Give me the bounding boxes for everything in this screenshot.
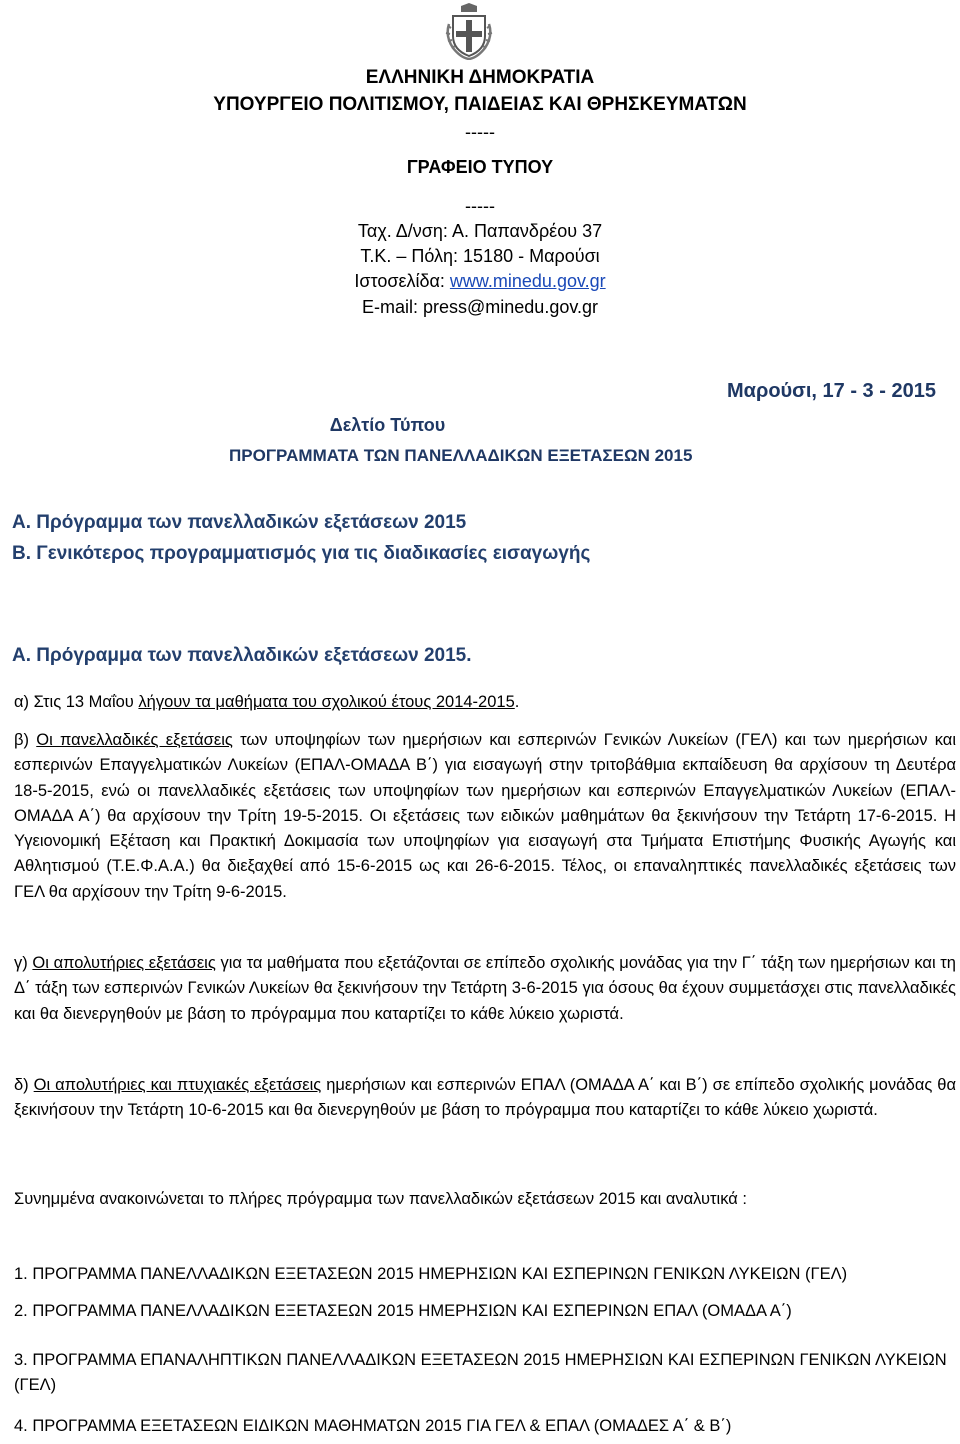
separator: -----: [465, 196, 495, 216]
toc-item-a: Α. Πρόγραμμα των πανελλαδικών εξετάσεων 2015: [12, 512, 467, 533]
attachment-item: 4. ΠΡΟΓΡΑΜΜΑ ΕΞΕΤΑΣΕΩΝ ΕΙΔΙΚΩΝ ΜΑΘΗΜΑΤΩΝ 2015 ΓΙΑ ΓΕΛ & ΕΠΑΛ (ΟΜΑΔΕΣ Α΄ & Β΄): [14, 1417, 732, 1435]
date: Μαρούσι, 17 - 3 - 2015: [727, 380, 936, 402]
greek-coat-of-arms-icon: [445, 2, 493, 60]
item-b: β) Οι πανελλαδικές εξετάσεις των υποψηφίων των ημερήσιων και εσπερινών Γενικών Λυκείων (ΓΕΛ) και των ημερήσιων και εσπερινών Επαγγελματικών Λυκείων (ΕΠΑΛ-ΟΜΑΔΑ Β΄) για εισαγωγή στην τριτοβάθμια εκπαίδευση θα αρχίσουν τη Δευτέρα 18-5-2015, ενώ οι πανελλαδικές εξετάσεις των υποψηφίων των ημερήσιων και εσπερινών Επαγγελματικών Λυκείων (ΕΠΑΛ-ΟΜΑΔΑ Α΄) θα αρχίσουν την Τρίτη 19-5-2015. Οι εξετάσεις των ειδικών μαθημάτων θα ξεκινήσουν την Τετάρτη 17-6-2015. Η Υγειονομική Εξέταση και Πρακτική Δοκιμασία των υποψηφίων για εισαγωγή στα Τμήματα Επιστήμης Φυσικής Αγωγής και Αθλητισμού (Τ.Ε.Φ.Α.Α.) θα διεξαχθεί από 15-6-2015 ως και 26-6-2015. Τέλος, οι επαναληπτικές πανελλαδικές εξετάσεις των ΓΕΛ θα αρχίσουν την Τρίτη 9-6-2015.: [14, 731, 956, 901]
item-c: γ) Οι απολυτήριες εξετάσεις για τα μαθήματα που εξετάζονται σε επίπεδο σχολικής μονάδας για την Γ΄ τάξη των ημερήσιων και τη Δ΄ τάξη των εσπερινών Γενικών Λυκείων θα ξεκινήσουν την Τετάρτη 3-6-2015 για όσους θα έχουν συμμετάσχει στις πανελλαδικές και θα διενεργηθούν με βάση το πρόγραμμα που καταρτίζει το κάθε λύκειο χωριστά.: [14, 954, 956, 1023]
postal-code: Τ.Κ. – Πόλη: 15180 - Μαρούσι: [360, 246, 600, 266]
ministry-title: ΥΠΟΥΡΓΕΙΟ ΠΟΛΙΤΙΣΜΟΥ, ΠΑΙΔΕΙΑΣ ΚΑΙ ΘΡΗΣΚΕΥΜΑΤΩΝ: [213, 94, 747, 115]
attachments-intro: Συνημμένα ανακοινώνεται το πλήρες πρόγραμμα των πανελλαδικών εξετάσεων 2015 και αναλυτικά :: [14, 1190, 747, 1208]
program-title: ΠΡΟΓΡΑΜΜΑΤΑ ΤΩΝ ΠΑΝΕΛΛΑΔΙΚΩΝ ΕΞΕΤΑΣΕΩΝ 2015: [229, 446, 693, 465]
separator: -----: [465, 122, 495, 142]
republic-title: ΕΛΛΗΝΙΚΗ ΔΗΜΟΚΡΑΤΙΑ: [365, 67, 595, 88]
website-line: [0, 271, 960, 292]
attachment-item: 2. ΠΡΟΓΡΑΜΜΑ ΠΑΝΕΛΛΑΔΙΚΩΝ ΕΞΕΤΑΣΕΩΝ 2015 ΗΜΕΡΗΣΙΩΝ ΚΑΙ ΕΣΠΕΡΙΝΩΝ ΕΠΑΛ (ΟΜΑΔΑ Α΄): [14, 1302, 792, 1320]
attachment-item: 3. ΠΡΟΓΡΑΜΜΑ ΕΠΑΝΑΛΗΠΤΙΚΩΝ ΠΑΝΕΛΛΑΔΙΚΩΝ ΕΞΕΤΑΣΕΩΝ 2015 ΗΜΕΡΗΣΙΩΝ ΚΑΙ ΕΣΠΕΡΙΝΩΝ ΓΕΝΙΚΩΝ ΛΥΚΕΙΩΝ (ΓΕΛ): [14, 1351, 947, 1395]
section-a-title: Α. Πρόγραμμα των πανελλαδικών εξετάσεων 2015.: [12, 645, 472, 666]
press-office-title: ΓΡΑΦΕΙΟ ΤΥΠΟΥ: [406, 157, 554, 177]
item-d: δ) Οι απολυτήριες και πτυχιακές εξετάσεις ημερήσιων και εσπερινών ΕΠΑΛ (ΟΜΑΔΑ Α΄ και Β΄) σε επίπεδο σχολικής μονάδας θα ξεκινήσουν την Τετάρτη 10-6-2015 και θα διενεργηθούν με βάση το πρόγραμμα που καταρτίζει το κάθε λύκειο χωριστά.: [14, 1076, 956, 1120]
toc-item-b: Β. Γενικότερος προγραμματισμός για τις διαδικασίες εισαγωγής: [12, 543, 591, 564]
attachment-item: 1. ΠΡΟΓΡΑΜΜΑ ΠΑΝΕΛΛΑΔΙΚΩΝ ΕΞΕΤΑΣΕΩΝ 2015 ΗΜΕΡΗΣΙΩΝ ΚΑΙ ΕΣΠΕΡΙΝΩΝ ΓΕΝΙΚΩΝ ΛΥΚΕΙΩΝ (ΓΕΛ): [14, 1265, 848, 1283]
item-a: α) Στις 13 Μαΐου λήγουν τα μαθήματα του σχολικού έτους 2014-2015.: [14, 693, 520, 711]
address: Ταχ. Δ/νση: Α. Παπανδρέου 37: [357, 221, 603, 241]
website-label: Ιστοσελίδα:: [354, 271, 450, 291]
email: E-mail: press@minedu.gov.gr: [361, 297, 599, 317]
press-release-title: Δελτίο Τύπου: [329, 415, 446, 435]
website-link[interactable]: www.minedu.gov.gr: [449, 271, 606, 291]
